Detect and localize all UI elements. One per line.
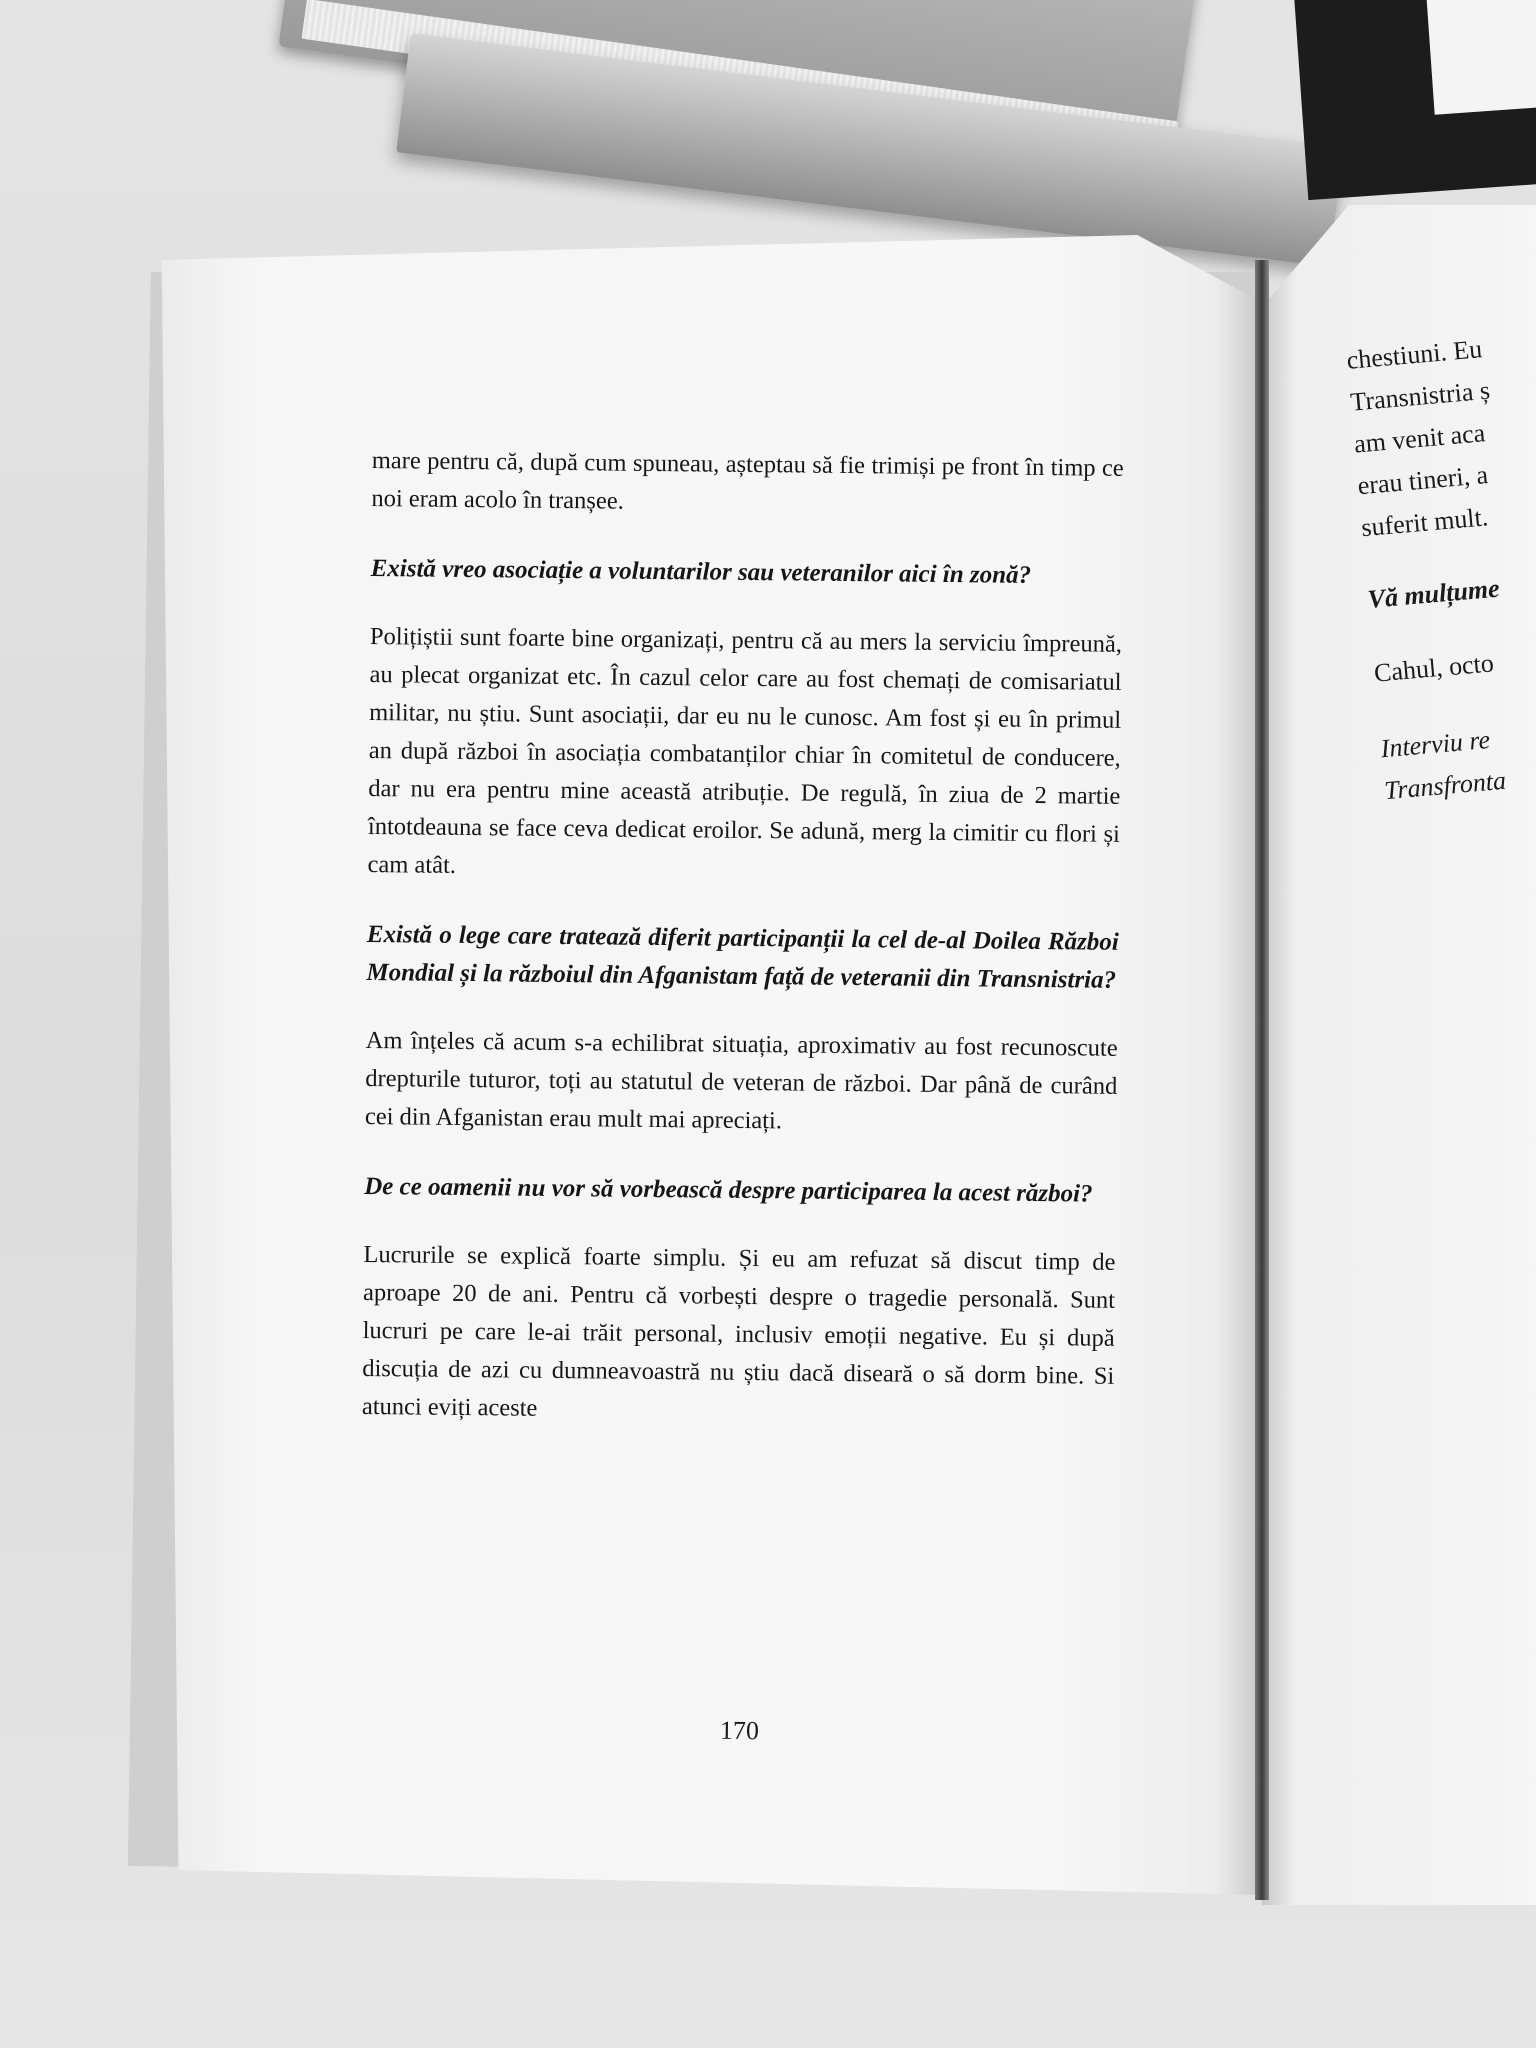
interview-question: De ce oamenii nu vor să vorbească despre participarea la acest război? bbox=[364, 1172, 1093, 1208]
right-page-question: Vă mulțume bbox=[1366, 573, 1501, 614]
interview-question: Există o lege care tratează diferit participanții la cel de-al Doilea Război Mondial și la războiul din Afganistam față de veteranii din Transnistria? bbox=[366, 920, 1119, 994]
right-page-line: suferit mult. bbox=[1360, 502, 1490, 543]
right-page-line: Transnistria ș bbox=[1349, 375, 1492, 417]
interview-question: Există vreo asociație a voluntarilor sau veteranilor aici în zonă? bbox=[370, 554, 1032, 589]
answer-paragraph: Am înțeles că acum s-a echilibrat situația, aproximativ au fost recunoscute drepturile tuturor, toți au statutul de veteran de război. Dar până de curând cei din Afganistan erau mult mai apreciați. bbox=[364, 1026, 1118, 1135]
right-page-place-date: Cahul, octo bbox=[1372, 648, 1495, 688]
background-paper bbox=[1426, 0, 1536, 115]
right-page-line: erau tineri, a bbox=[1356, 460, 1490, 501]
answer-paragraph: Lucrurile se explică foarte simplu. Și eu am refuzat să discut timp de aproape 20 de ani. Pentru că vorbești despre o tragedie personală. Sunt lucruri pe care le-ai trăit personal, inclusiv emoții negative. Eu și după discuția de azi cu dumneavoastră nu știu dacă diseară o să dorm bine. Si atunci eviți aceste bbox=[361, 1240, 1116, 1422]
answer-paragraph: Polițiștii sunt foarte bine organizați, pentru că au mers la serviciu împreună, au plecat organizat etc. În cazul celor care au fost chemați de comisariatul militar, nu știu. Sunt asociații, dar eu nu le cunosc. Am fost și eu în primul an după război în asociația combatanților chiar în comitetul de conducere, dar nu era pentru mine această atribuție. De regulă, în ziua de 2 martie întotdeauna se face ceva dedicat eroilor. Se adună, merg la cimitir cu flori și cam atât. bbox=[367, 622, 1123, 879]
right-page-line: am venit aca bbox=[1352, 418, 1487, 459]
book-gutter bbox=[1255, 260, 1269, 1900]
right-page-italic-line: Transfronta bbox=[1383, 765, 1508, 806]
right-page-italic-line: Interviu re bbox=[1379, 724, 1492, 764]
page-number: 170 bbox=[719, 1715, 760, 1746]
answer-paragraph: mare pentru că, după cum spuneau, așteptau să fie trimiși pe front în timp ce noi eram acolo în tranșee. bbox=[371, 446, 1124, 515]
left-page-text bbox=[361, 442, 1124, 1466]
right-page-line: chestiuni. Eu bbox=[1345, 334, 1484, 375]
